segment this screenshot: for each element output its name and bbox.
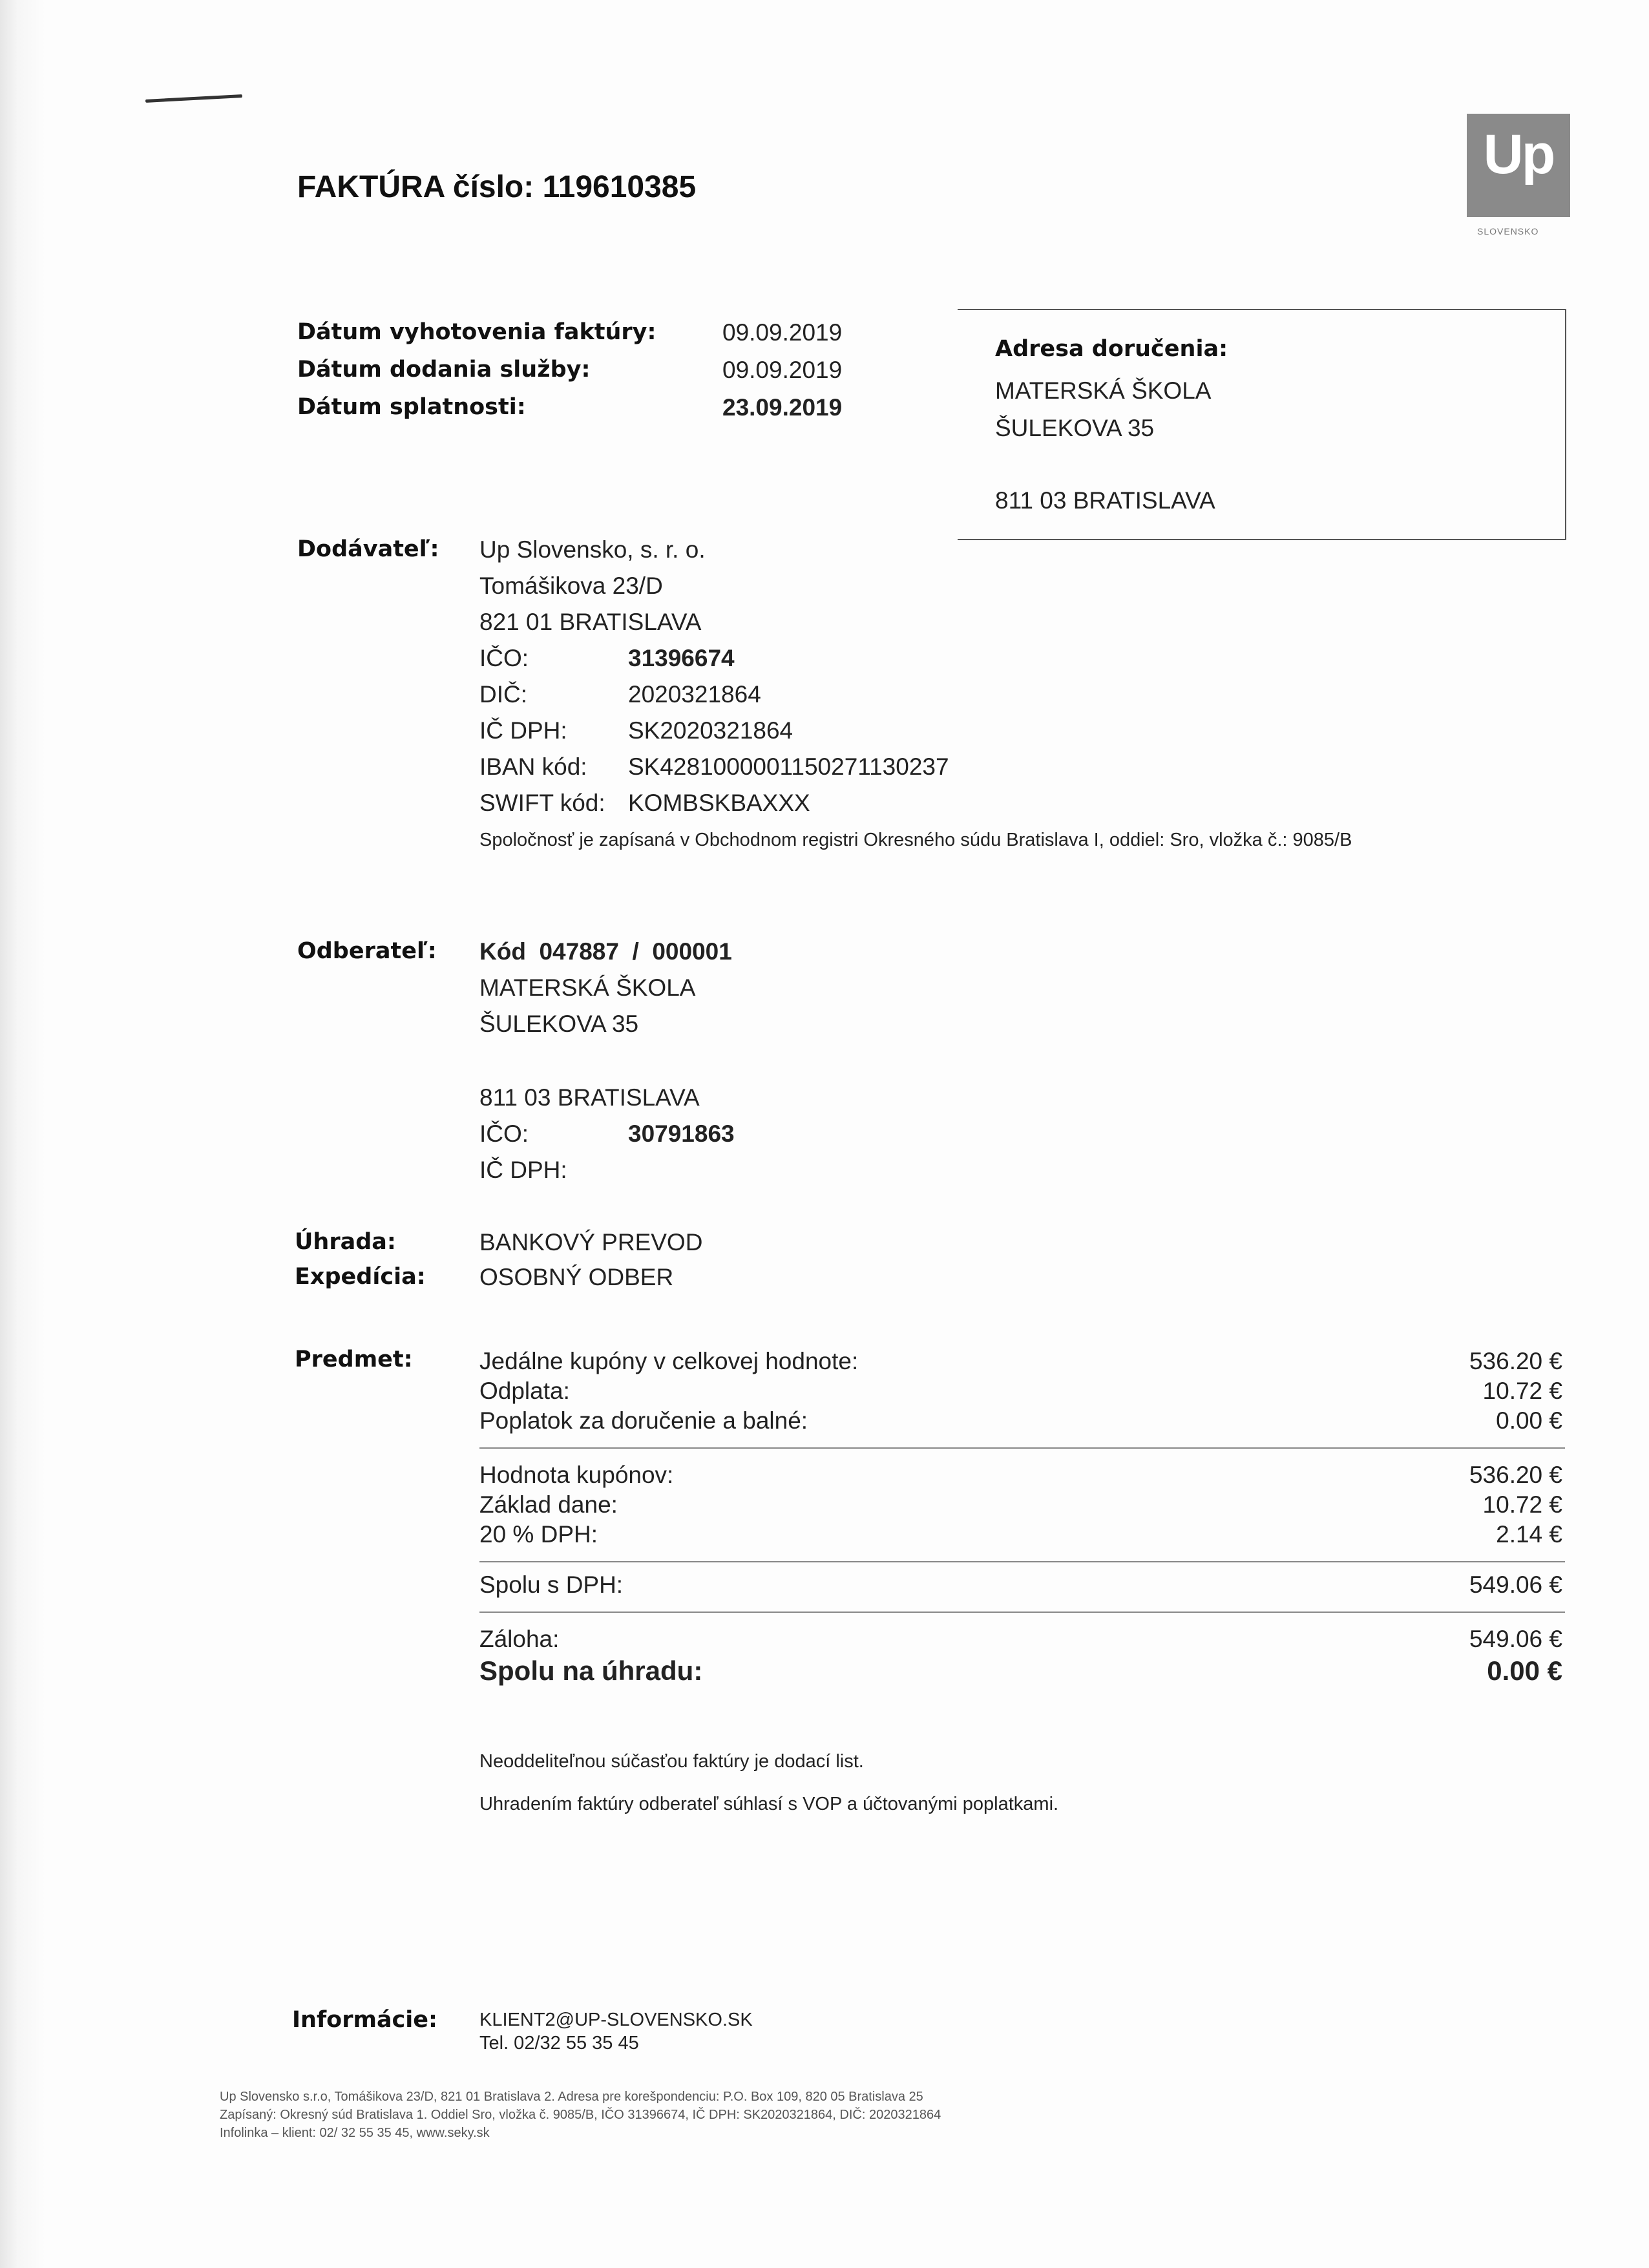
amount-row-label: Spolu s DPH: [479,1571,624,1598]
note-terms: Uhradením faktúry odberateľ súhlasí s VOP a účtovanými poplatkami. [479,1794,1059,1814]
supplier-iban-label: IBAN kód: [479,753,587,780]
customer-code: Kód 047887 / 000001 [479,938,732,965]
supplier-city: 821 01 BRATISLAVA [479,609,702,635]
delivery-line3: 811 03 BRATISLAVA [995,487,1215,514]
date-delivered-value: 09.09.2019 [722,357,843,383]
payment-label: Úhrada: [295,1229,396,1255]
supplier-name: Up Slovensko, s. r. o. [479,536,706,563]
amount-row-value: 536.20 € [1469,1462,1562,1488]
amount-row-label: Základ dane: [479,1491,618,1518]
up-logo [1467,114,1570,217]
subject-label: Predmet: [295,1347,413,1372]
payment-value: BANKOVÝ PREVOD [479,1229,703,1255]
amount-row-value: 0.00 € [1496,1407,1562,1434]
amount-row-label: Hodnota kupónov: [479,1462,674,1488]
pen-mark [145,94,242,103]
customer-name: MATERSKÁ ŠKOLA [479,974,696,1001]
supplier-icdph-label: IČ DPH: [479,717,567,744]
divider [479,1612,1565,1613]
amount-row-label: 20 % DPH: [479,1521,598,1548]
amount-row-value: 549.06 € [1469,1571,1562,1598]
amount-row-label: Odplata: [479,1378,570,1404]
date-due-value: 23.09.2019 [722,394,843,421]
supplier-dic: 2020321864 [628,681,761,708]
note-delivery-list: Neoddeliteľnou súčasťou faktúry je dodací list. [479,1751,864,1772]
invoice-title: FAKTÚRA číslo: 119610385 [297,170,697,204]
amount-row-value: 549.06 € [1469,1626,1562,1652]
supplier-dic-label: DIČ: [479,681,527,708]
date-issued-label: Dátum vyhotovenia faktúry: [297,319,656,345]
logo-text: Up [1483,123,1554,185]
logo-subtitle: SLOVENSKO [1477,226,1539,236]
divider [479,1447,1565,1449]
supplier-swift-label: SWIFT kód: [479,790,605,816]
footer-line2: Zapísaný: Okresný súd Bratislava 1. Oddiel Sro, vložka č. 9085/B, IČO 31396674, IČ DPH: SK2020321864, DIČ: 2020321864 [220,2108,941,2122]
footer-line1: Up Slovensko s.r.o, Tomášikova 23/D, 821 01 Bratislava 2. Adresa pre korešpondenciu: P.O. Box 109, 820 05 Bratislava 25 [220,2090,923,2104]
delivery-heading: Adresa doručenia: [995,336,1228,362]
supplier-registry: Spoločnosť je zapísaná v Obchodnom registri Okresného súdu Bratislava I, oddiel: Sro, vložka č.: 9085/B [479,830,1352,850]
customer-label: Odberateľ: [297,938,437,964]
info-phone: Tel. 02/32 55 35 45 [479,2033,639,2053]
total-due-value: 0.00 € [1487,1655,1562,1686]
amount-row-value: 10.72 € [1482,1378,1562,1404]
date-delivered-label: Dátum dodania služby: [297,357,591,383]
divider [479,1561,1565,1562]
amount-row-label: Jedálne kupóny v celkovej hodnote: [479,1348,859,1374]
shipping-label: Expedícia: [295,1264,426,1290]
date-due-label: Dátum splatnosti: [297,394,526,420]
date-issued-value: 09.09.2019 [722,319,843,346]
delivery-line1: MATERSKÁ ŠKOLA [995,377,1212,404]
customer-city: 811 03 BRATISLAVA [479,1084,700,1111]
info-email: KLIENT2@UP-SLOVENSKO.SK [479,2010,753,2030]
total-due-label: Spolu na úhradu: [479,1655,703,1686]
amount-row-value: 536.20 € [1469,1348,1562,1374]
supplier-icdph: SK2020321864 [628,717,793,744]
customer-ico-label: IČO: [479,1120,529,1147]
footer-line3: Infolinka – klient: 02/ 32 55 35 45, www.seky.sk [220,2126,490,2140]
customer-ico: 30791863 [628,1120,735,1147]
shipping-value: OSOBNÝ ODBER [479,1264,674,1290]
amount-row-value: 10.72 € [1482,1491,1562,1518]
supplier-ico-label: IČO: [479,645,529,671]
scan-shadow [0,0,45,2268]
supplier-iban: SK4281000001150271130237 [628,753,949,780]
amount-row-label: Záloha: [479,1626,560,1652]
supplier-label: Dodávateľ: [297,536,439,562]
amount-row-value: 2.14 € [1496,1521,1562,1548]
customer-icdph-label: IČ DPH: [479,1157,567,1183]
info-label: Informácie: [292,2007,438,2033]
supplier-swift: KOMBSKBAXXX [628,790,810,816]
amount-row-label: Poplatok za doručenie a balné: [479,1407,808,1434]
supplier-street: Tomášikova 23/D [479,572,663,599]
supplier-ico: 31396674 [628,645,735,671]
customer-street: ŠULEKOVA 35 [479,1011,639,1037]
delivery-line2: ŠULEKOVA 35 [995,415,1155,441]
